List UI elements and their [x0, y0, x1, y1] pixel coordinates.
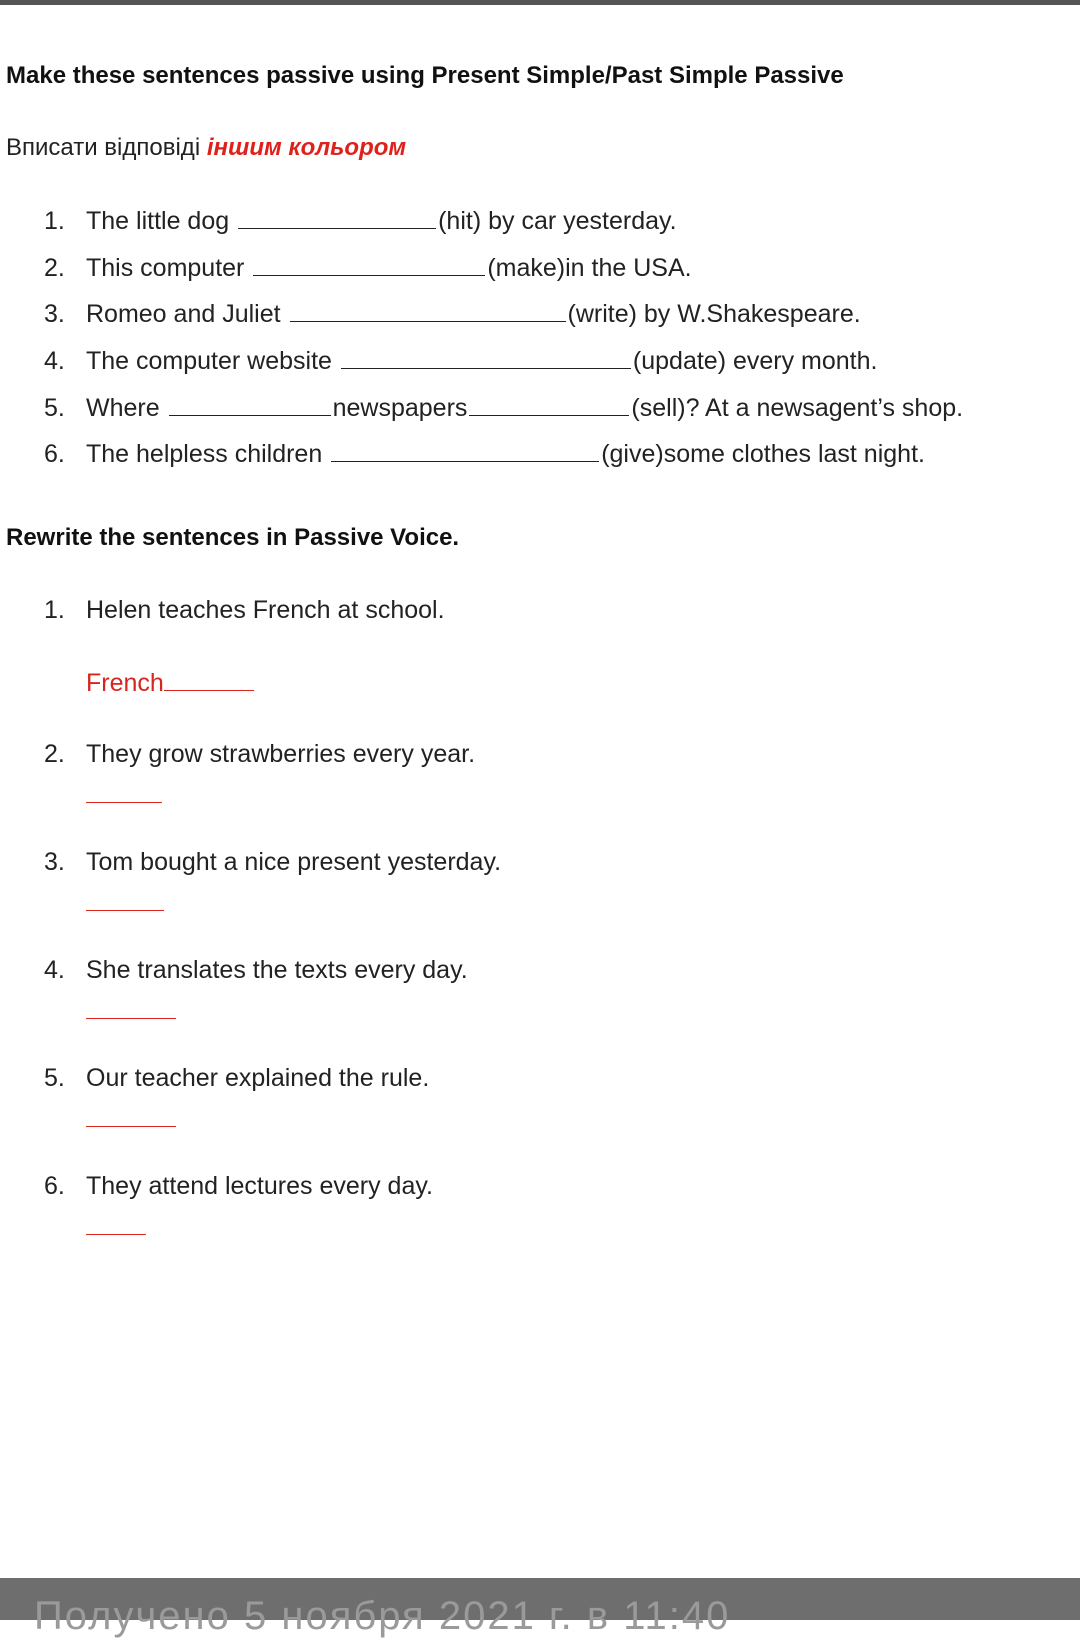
sentence-text: She translates the texts every day.	[86, 956, 468, 984]
answer-blank[interactable]	[169, 393, 331, 416]
item-number: 6.	[44, 1172, 65, 1200]
item-number: 4.	[44, 956, 65, 984]
item-number: 1.	[44, 207, 65, 235]
item-number: 5.	[44, 1064, 65, 1092]
instruction-highlight: іншим кольором	[206, 134, 407, 161]
exercise1-item	[44, 298, 861, 330]
answer-field[interactable]	[86, 666, 254, 698]
exercise2-sentence	[44, 846, 501, 878]
answer-underline	[86, 778, 162, 803]
exercise1-item	[44, 345, 877, 377]
answer-field[interactable]	[86, 1102, 176, 1134]
answer-blank[interactable]	[331, 439, 599, 462]
answer-field[interactable]	[86, 886, 164, 918]
answer-underline	[86, 1102, 176, 1127]
item-number: 4.	[44, 347, 65, 375]
exercise1-item	[44, 205, 677, 237]
sentence-start: The little dog	[86, 207, 237, 235]
sentence-start: The helpless children	[86, 440, 330, 468]
sentence-middle: newspapers	[332, 394, 468, 422]
exercise2-sentence	[44, 1062, 429, 1094]
exercise2-sentence	[44, 954, 468, 986]
sentence-text: Helen teaches French at school.	[86, 596, 445, 624]
exercise1-item	[44, 392, 963, 424]
sentence-text: They attend lectures every day.	[86, 1172, 433, 1200]
answer-underline	[86, 1210, 146, 1235]
footer-bar	[0, 1578, 1080, 1638]
exercise1-item	[44, 252, 692, 284]
item-number: 1.	[44, 596, 65, 624]
answer-blank[interactable]	[341, 346, 631, 369]
answer-underline	[164, 666, 254, 691]
exercise1-heading: Make these sentences passive using Present Simple/Past Simple Passive	[6, 62, 844, 89]
answer-field[interactable]	[86, 1210, 146, 1242]
item-number: 3.	[44, 848, 65, 876]
item-number: 5.	[44, 394, 65, 422]
instruction-text: Вписати відповіді	[6, 134, 207, 161]
answer-field[interactable]	[86, 994, 176, 1026]
sentence-start: The computer website	[86, 347, 339, 375]
item-number: 6.	[44, 440, 65, 468]
sentence-text: Tom bought a nice present yesterday.	[86, 848, 502, 876]
answer-blank[interactable]	[290, 299, 566, 322]
exercise2-sentence	[44, 738, 475, 770]
exercise2-heading: Rewrite the sentences in Passive Voice.	[6, 524, 460, 551]
sentence-start: This computer	[86, 254, 252, 282]
item-number: 3.	[44, 300, 65, 328]
sentence-start: Romeo and Juliet	[86, 300, 288, 328]
sentence-end: (sell)? At a newsagent’s shop.	[631, 394, 964, 422]
received-timestamp: Получено 5 ноября 2021 г. в 11:40	[34, 1594, 731, 1638]
sentence-end: (update) every month.	[632, 347, 878, 375]
answer-text: French	[86, 669, 164, 697]
sentence-text: Our teacher explained the rule.	[86, 1064, 430, 1092]
sentence-start: Where	[86, 394, 167, 422]
sentence-end: (give)some clothes last night.	[601, 440, 925, 468]
answer-blank[interactable]	[469, 393, 629, 416]
exercise2-sentence	[44, 1170, 433, 1202]
instruction	[6, 134, 406, 162]
answer-underline	[86, 994, 176, 1019]
exercise1-item	[44, 438, 925, 470]
item-number: 2.	[44, 740, 65, 768]
answer-field[interactable]	[86, 778, 162, 810]
answer-blank[interactable]	[238, 206, 436, 229]
sentence-text: They grow strawberries every year.	[86, 740, 476, 768]
sentence-end: (hit) by car yesterday.	[438, 207, 677, 235]
sentence-end: (make)in the USA.	[487, 254, 692, 282]
sentence-end: (write) by W.Shakespeare.	[567, 300, 861, 328]
answer-blank[interactable]	[253, 253, 485, 276]
top-rule	[0, 0, 1080, 5]
item-number: 2.	[44, 254, 65, 282]
answer-underline	[86, 886, 164, 911]
exercise2-sentence	[44, 594, 445, 626]
